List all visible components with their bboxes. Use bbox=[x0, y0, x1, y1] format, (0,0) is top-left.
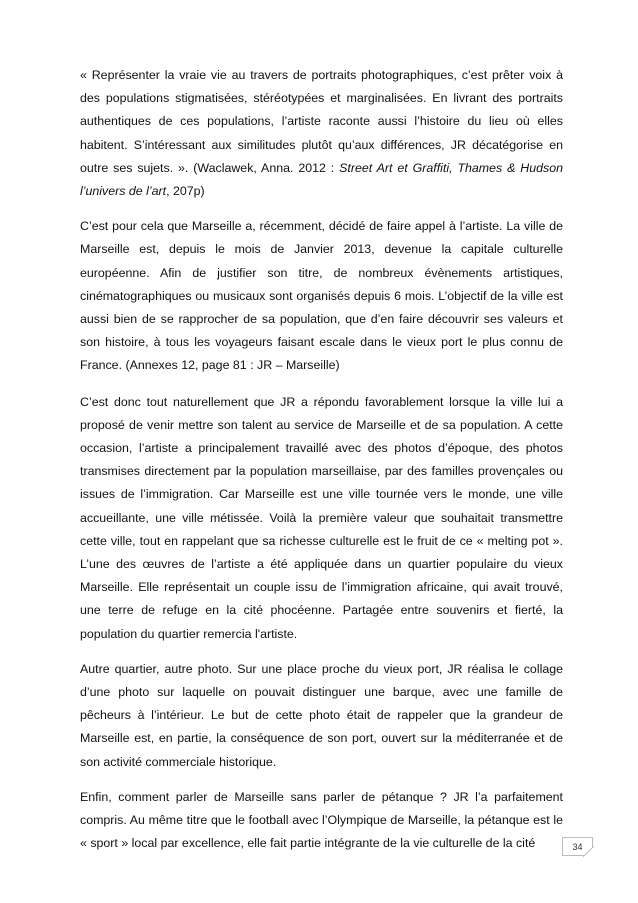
page-number bbox=[562, 837, 593, 856]
quote-text: « Représenter la vraie vie au travers de portraits photographiques, c’est prêter voix à des populations stigmatisées, stéréotypées et marginalisées. En livrant des portraits authentiques de ces populations, l’artiste raconte aussi l’histoire du lieu où elles habitent. S’intéressant aux similitudes plutôt qu’aux différences, JR décatégorise en outre ses sujets. ». (Waclawek, Anna. 2012 : bbox=[80, 68, 563, 175]
citation-suffix: , 207p) bbox=[166, 184, 205, 199]
quote-paragraph bbox=[80, 64, 563, 203]
book-title: Street Art et Graffiti, Thames & Hudson l’univers de l’art bbox=[80, 160, 563, 199]
paragraph-marseille-capital: C’est pour cela que Marseille a, récemment, décidé de faire appel à l’artiste. La ville de Marseille est, depuis le mois de Janvier 2013, devenue la capitale culturelle européenne. Afin de justifier son titre, de nombreux évènements artistiques, cinématographiques ou musicaux sont organisés depuis 6 mois. L’objectif de la ville est aussi bien de se rapprocher de sa population, que d’en faire découvrir ses valeurs et son histoire, à tous les voyageurs faisant escale dans le vieux port le plus connu de France. (Annexes 12, page 81 : JR – Marseille) bbox=[80, 219, 563, 373]
paragraph-old-port: Autre quartier, autre photo. Sur une place proche du vieux port, JR réalisa le collage d’une photo sur laquelle on pouvait distinguer une barque, avec une famille de pêcheurs à l’intérieur. Le but de cette photo était de rappeler que la grandeur de Marseille est, en partie, la conséquence de son port, ouvert sur la méditerranée et de son activité commerciale historique. bbox=[80, 661, 563, 769]
page-number-text: 34 bbox=[572, 841, 583, 852]
body-text bbox=[80, 64, 563, 868]
paragraph-jr-response: C’est donc tout naturellement que JR a répondu favorablement lorsque la ville lui a proposé de venir mettre son talent au service de Marseille et de sa population. A cette occasion, l’artiste a principalement travaillé avec des photos d’époque, des photos transmises directement par la population marseillaise, par des familles provençales ou issues de l’immigration. Car Marseille est une ville tournée vers le monde, une ville accueillante, une ville métissée. Voilà la première valeur que souhaitait transmettre cette ville, tout en rappelant que sa richesse culturelle est le fruit de ce « melting pot ». L’une des œuvres de l’artiste a été appliquée dans un quartier populaire du vieux Marseille. Elle représentait un couple issu de l’immigration africaine, qui avait trouvé, une terre de refuge en la cité phocéenne. Partagée entre souvenirs et fierté, la population du quartier remercia l'artiste. bbox=[80, 394, 563, 641]
paragraph-petanque: Enfin, comment parler de Marseille sans parler de pétanque ? JR l’a parfaitement compris. Au même titre que le football avec l’Olympique de Marseille, la pétanque est le « sport » local par excellence, elle fait partie intégrante de la vie culturelle de la cité bbox=[80, 789, 563, 851]
